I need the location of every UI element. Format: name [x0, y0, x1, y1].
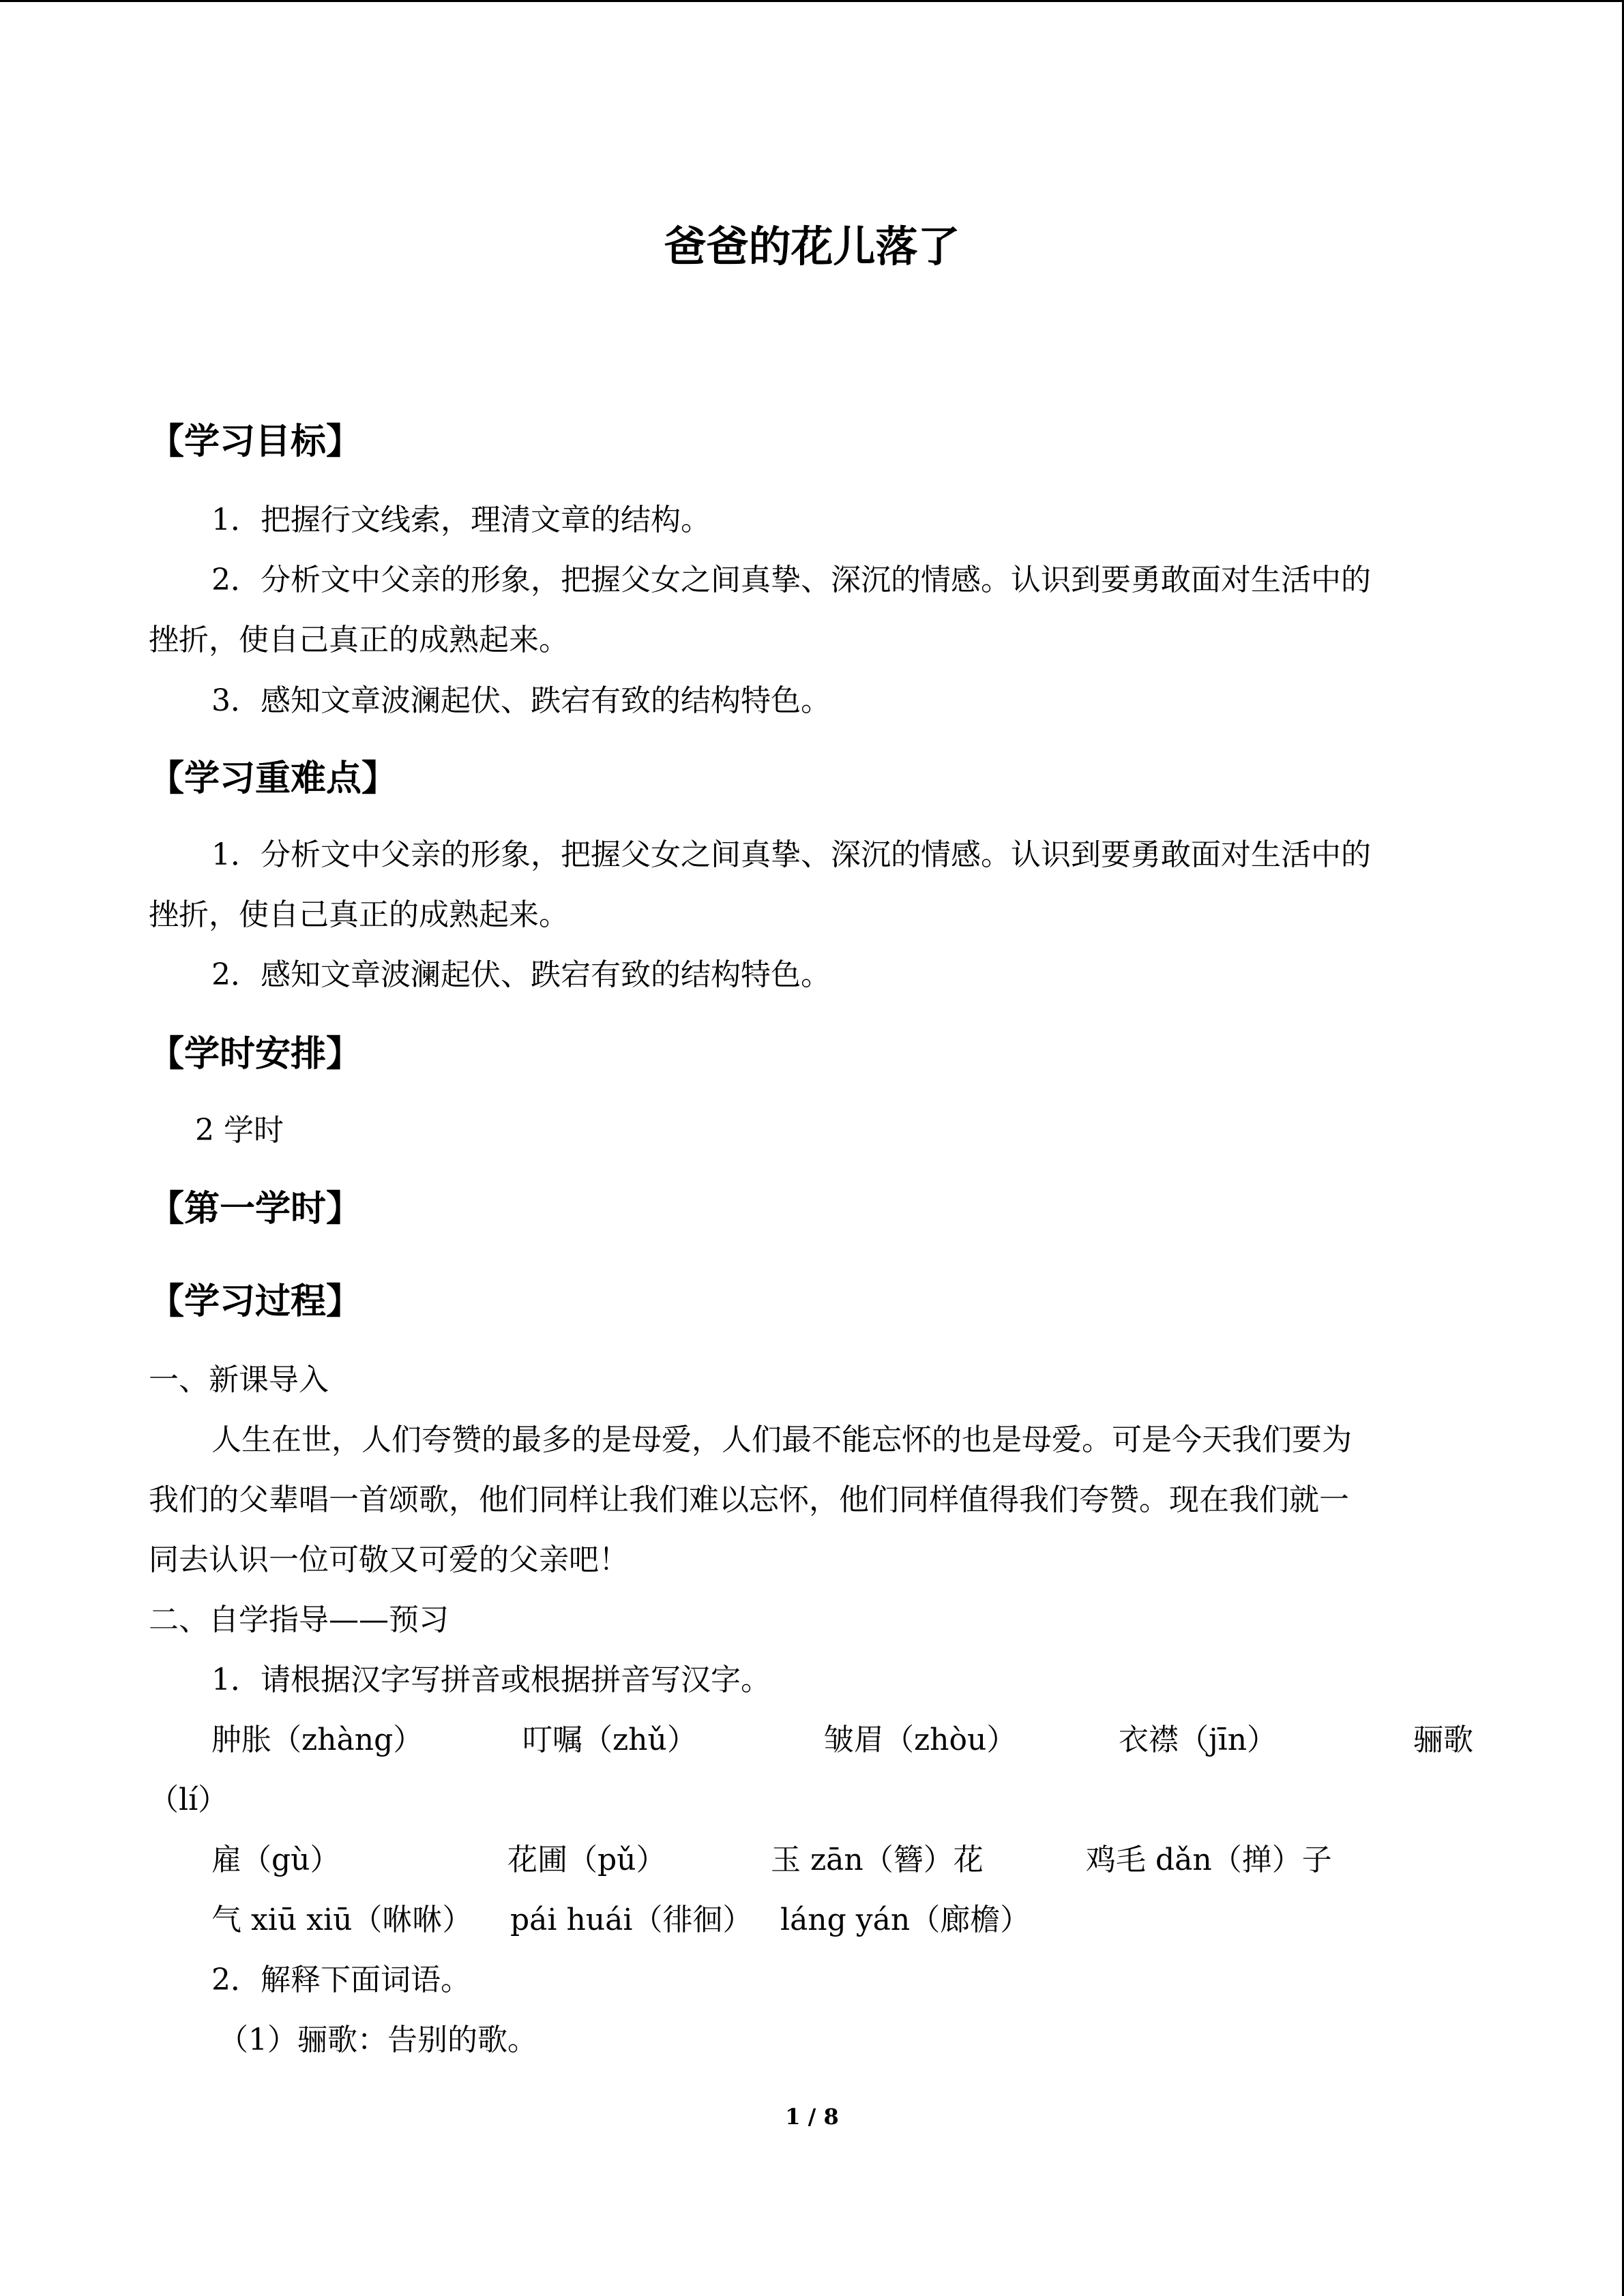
schedule-hours: 2 学时: [195, 1113, 284, 1148]
question-2: 2．解释下面词语。: [211, 1963, 471, 1997]
pinyin-row1-item: 骊歌: [1413, 1723, 1473, 1757]
pinyin-row1-continuation: （lí）: [149, 1783, 228, 1817]
part-1-line-3: 同去认识一位可敬又可爱的父亲吧！: [149, 1542, 629, 1577]
key-point-item-1-line-2: 挫折，使自己真正的成熟起来。: [149, 897, 569, 932]
page-border-top: [0, 0, 1624, 2]
question-1: 1．请根据汉字写拼音或根据拼音写汉字。: [211, 1663, 771, 1697]
pinyin-row3-item: pái huái（徘徊）: [510, 1903, 753, 1937]
pinyin-row1-item: 衣襟（jīn）: [1119, 1723, 1278, 1757]
pinyin-row1-item: 叮嘱（zhǔ）: [522, 1723, 697, 1757]
heading-schedule: 【学时安排】: [149, 1034, 362, 1075]
pinyin-row3-item: 气 xiū xiū（咻咻）: [211, 1903, 473, 1937]
part-2-title: 二、自学指导——预习: [149, 1602, 449, 1637]
heading-key-points: 【学习重难点】: [149, 758, 398, 799]
question-2-item-1: （1）骊歌：告别的歌。: [218, 2023, 537, 2057]
part-1-line-2: 我们的父辈唱一首颂歌，他们同样让我们难以忘怀，他们同样值得我们夸赞。现在我们就一: [149, 1482, 1349, 1517]
objective-item-1: 1．把握行文线索，理清文章的结构。: [211, 503, 711, 537]
objective-item-3: 3．感知文章波澜起伏、跌宕有致的结构特色。: [211, 683, 831, 718]
pinyin-row2-item: 玉 zān（簪）花: [771, 1843, 984, 1877]
pinyin-row2-item: 花圃（pǔ）: [507, 1843, 666, 1877]
objective-item-2-line-2: 挫折，使自己真正的成熟起来。: [149, 623, 569, 657]
key-point-item-2: 2．感知文章波澜起伏、跌宕有致的结构特色。: [211, 957, 831, 992]
objective-item-2-line-1: 2．分析文中父亲的形象，把握父女之间真挚、深沉的情感。认识到要勇敢面对生活中的: [211, 563, 1371, 597]
heading-objectives: 【学习目标】: [149, 421, 362, 462]
key-point-item-1-line-1: 1．分析文中父亲的形象，把握父女之间真挚、深沉的情感。认识到要勇敢面对生活中的: [211, 837, 1371, 872]
pinyin-row1-item: 肿胀（zhàng）: [211, 1723, 424, 1757]
pinyin-row3-item: láng yán（廊檐）: [780, 1903, 1031, 1937]
page-title: 爸爸的花儿落了: [664, 222, 960, 271]
part-1-line-1: 人生在世，人们夸赞的最多的是母爱，人们最不能忘怀的也是母爱。可是今天我们要为: [211, 1422, 1352, 1457]
heading-process: 【学习过程】: [149, 1281, 362, 1322]
pinyin-row2-item: 鸡毛 dǎn（掸）子: [1086, 1843, 1332, 1877]
part-1-title: 一、新课导入: [149, 1362, 329, 1397]
pinyin-row1-item: 皱眉（zhòu）: [824, 1723, 1017, 1757]
page-number: 1 / 8: [785, 2104, 839, 2130]
heading-first-period: 【第一学时】: [149, 1189, 362, 1229]
pinyin-row2-item: 雇（gù）: [211, 1843, 340, 1877]
